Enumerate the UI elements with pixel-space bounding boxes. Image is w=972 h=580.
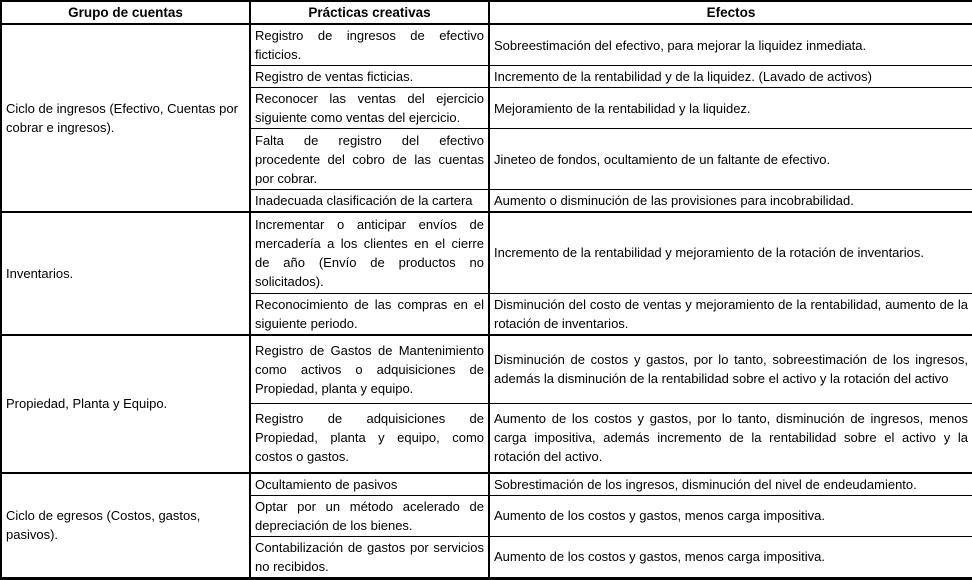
table-row [1, 24, 972, 66]
practice-cell: Reconocimiento de las compras en el siguiente periodo. [250, 293, 489, 335]
effect-cell: Incremento de la rentabilidad y mejoramiento de la rotación de inventarios. [489, 212, 972, 293]
column-header-grupo-de-cuentas: Grupo de cuentas [1, 1, 250, 24]
practice-cell: Registro de ingresos de efectivo ficticios. [250, 24, 489, 66]
practice-cell: Falta de registro del efectivo procedente del cobro de las cuentas por cobrar. [250, 129, 489, 190]
practice-cell: Registro de ventas ficticias. [250, 66, 489, 88]
effect-cell: Aumento de los costos y gastos, por lo tanto, disminución de ingresos, menos carga impositiva, además incremento de la rentabilidad sobre el activo y la rotación del activo. [489, 404, 972, 473]
practice-cell: Incrementar o anticipar envíos de mercadería a los clientes en el cierre de año (Envío de productos no solicitados). [250, 212, 489, 293]
group-cell-propiedad-planta-equipo: Propiedad, Planta y Equipo. [1, 335, 250, 473]
table-row [1, 473, 972, 496]
effect-cell: Jineteo de fondos, ocultamiento de un faltante de efectivo. [489, 129, 972, 190]
effect-cell: Aumento o disminución de las provisiones para incobrabilidad. [489, 190, 972, 213]
practice-cell: Contabilización de gastos por servicios no recibidos. [250, 536, 489, 578]
effect-cell: Aumento de los costos y gastos, menos carga impositiva. [489, 495, 972, 536]
table-row [1, 212, 972, 293]
table-header-row [1, 1, 972, 24]
group-cell-ciclo-egresos: Ciclo de egresos (Costos, gastos, pasivos). [1, 473, 250, 579]
effect-cell: Sobrestimación de los ingresos, disminución del nivel de endeudamiento. [489, 473, 972, 496]
practice-cell: Reconocer las ventas del ejercicio siguiente como ventas del ejercicio. [250, 88, 489, 129]
practice-cell: Registro de Gastos de Mantenimiento como activos o adquisiciones de Propiedad, planta y equipo. [250, 335, 489, 404]
effect-cell: Disminución de costos y gastos, por lo tanto, sobreestimación de los ingresos, además la disminución de la rentabilidad sobre el activo y la rotación del activo [489, 335, 972, 404]
practice-cell: Inadecuada clasificación de la cartera [250, 190, 489, 213]
effect-cell: Aumento de los costos y gastos, menos carga impositiva. [489, 536, 972, 578]
practice-cell: Optar por un método acelerado de depreciación de los bienes. [250, 495, 489, 536]
group-cell-inventarios: Inventarios. [1, 212, 250, 335]
table-row [1, 335, 972, 404]
group-cell-ciclo-ingresos: Ciclo de ingresos (Efectivo, Cuentas por cobrar e ingresos). [1, 24, 250, 212]
column-header-practicas-creativas: Prácticas creativas [250, 1, 489, 24]
effect-cell: Sobreestimación del efectivo, para mejorar la liquidez inmediata. [489, 24, 972, 66]
effect-cell: Mejoramiento de la rentabilidad y la liquidez. [489, 88, 972, 129]
column-header-efectos: Efectos [489, 1, 972, 24]
effect-cell: Disminución del costo de ventas y mejoramiento de la rentabilidad, aumento de la rotación de inventarios. [489, 293, 972, 335]
practice-cell: Ocultamiento de pasivos [250, 473, 489, 496]
effect-cell: Incremento de la rentabilidad y de la liquidez. (Lavado de activos) [489, 66, 972, 88]
practice-cell: Registro de adquisiciones de Propiedad, planta y equipo, como costos o gastos. [250, 404, 489, 473]
